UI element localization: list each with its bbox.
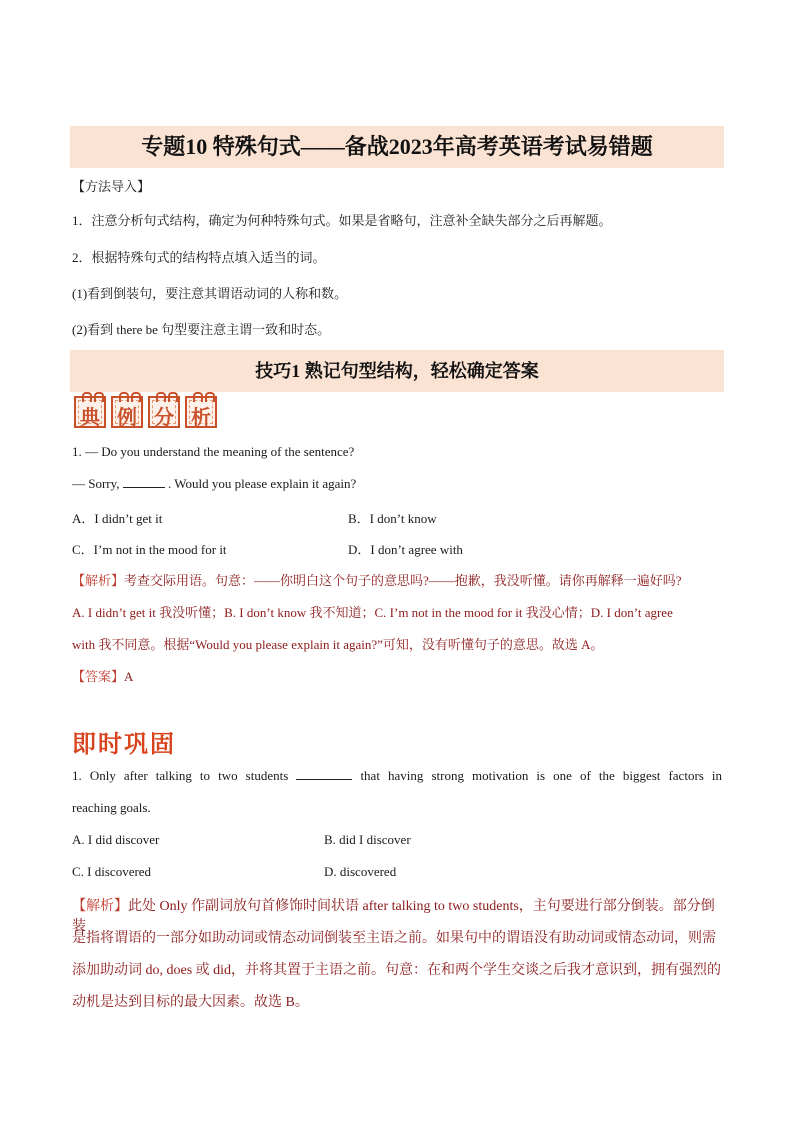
- tip-heading: 技巧1 熟记句型结构，轻松确定答案: [70, 350, 724, 392]
- badge-li: 例: [111, 396, 143, 428]
- example-analysis-line-2: A. I didn’t get it 我没听懂；B. I don’t know 我不知道；C. I’m not in the mood for it 我没心情；D. I don’t agree: [72, 605, 673, 620]
- example-analysis-line-3: with 我不同意。根据“Would you please explain it again?”可知，没有听懂句子的意思。故选 A。: [72, 637, 604, 652]
- method-item-1: 1．注意分析句式结构，确定为何种特殊句式。如果是省略句，注意补全缺失部分之后再解题。: [72, 213, 612, 228]
- practice-option-a: A. I did discover: [72, 832, 160, 847]
- practice-option-d: D. discovered: [324, 864, 397, 879]
- method-item-2: 2．根据特殊句式的结构特点填入适当的词。: [72, 250, 326, 265]
- example-option-a: A．I didn’t get it: [72, 511, 163, 526]
- example-question-line-1: 1. — Do you understand the meaning of the sentence?: [72, 444, 355, 459]
- practice-option-c: C. I discovered: [72, 864, 152, 879]
- badge-xi: 析: [185, 396, 217, 428]
- practice-question-line-2: reaching goals.: [72, 800, 151, 815]
- example-option-b: B．I don’t know: [348, 511, 437, 526]
- consolidate-heading: 即时巩固: [72, 730, 176, 758]
- practice-option-b: B. did I discover: [324, 832, 411, 847]
- practice-analysis-line-1: 【解析】此处 Only 作副词放句首修饰时间状语 after talking to two students，主句要进行部分倒装。部分倒装: [72, 899, 715, 934]
- example-option-d: D．I don’t agree with: [348, 542, 463, 557]
- practice-analysis-line-4: 动机是达到目标的最大因素。故选 B。: [72, 995, 309, 1010]
- practice-blank: [296, 779, 352, 780]
- answer-blank: [123, 487, 165, 488]
- document-title: 专题10 特殊句式——备战2023年高考英语考试易错题: [70, 126, 724, 168]
- badge-fen: 分: [148, 396, 180, 428]
- example-answer: 【答案】A: [72, 669, 134, 684]
- example-question-line-2: — Sorry, . Would you please explain it again?: [72, 476, 357, 491]
- method-item-4: (2)看到 there be 句型要注意主谓一致和时态。: [72, 322, 331, 337]
- method-heading: 【方法导入】: [72, 179, 151, 194]
- example-analysis-line-1: 【解析】考查交际用语。句意：——你明白这个句子的意思吗?——抱歉，我没听懂。请你再解释一遍好吗?: [72, 573, 682, 588]
- practice-analysis-line-2: 是指将谓语的一部分如助动词或情态动词倒装至主语之前。如果句中的谓语没有助动词或情态动词，则需: [72, 931, 716, 946]
- practice-question-line-1: 1. Only after talking to two students that having strong motivation is one of the biggest factors in: [72, 768, 723, 783]
- method-item-3: (1)看到倒装句，要注意其谓语动词的人称和数。: [72, 286, 348, 301]
- badge-dian: 典: [74, 396, 106, 428]
- example-option-c: C．I’m not in the mood for it: [72, 542, 227, 557]
- practice-analysis-line-3: 添加助动词 do, does 或 did，并将其置于主语之前。句意：在和两个学生交谈之后我才意识到，拥有强烈的: [72, 963, 722, 978]
